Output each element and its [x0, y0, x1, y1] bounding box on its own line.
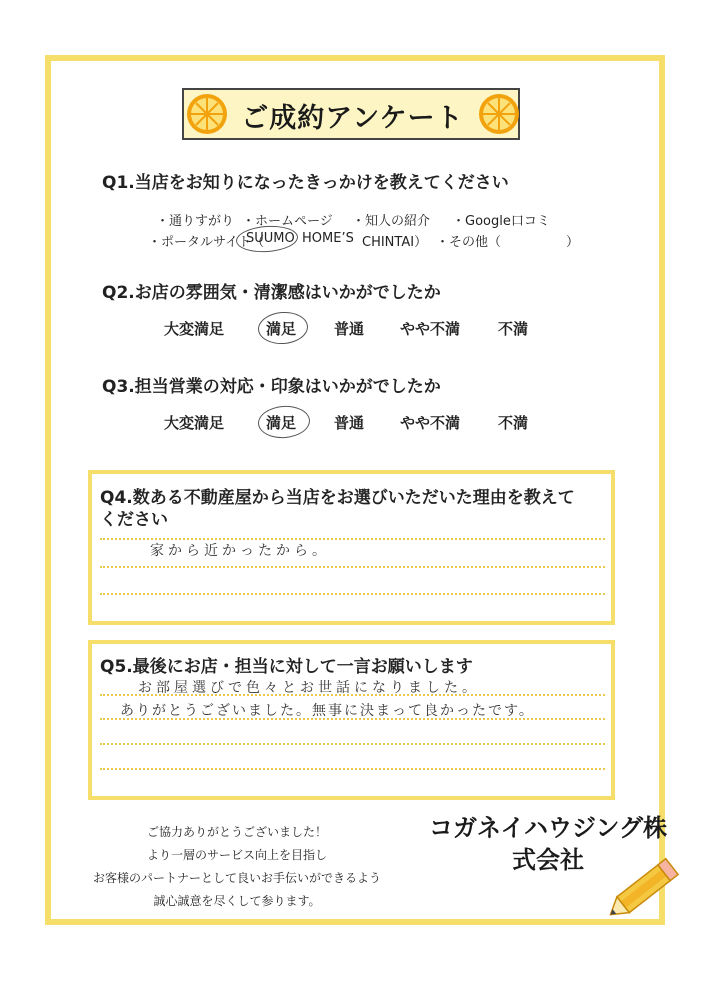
q4-handwritten-answer[interactable]: 家から近かったから。 [150, 543, 330, 559]
q3-rating-very-satisfied[interactable]: 大変満足 [164, 414, 225, 432]
q3-rating-neutral[interactable]: 普通 [334, 414, 365, 432]
q1-option-portal[interactable]: ・ポータルサイト（ [148, 235, 265, 250]
q2-heading: Q2.お店の雰囲気・清潔感はいかがでしたか [102, 283, 441, 303]
q2-rating-neutral[interactable]: 普通 [334, 320, 365, 338]
answer-line [100, 743, 605, 745]
page-title: ご成約アンケート [241, 103, 464, 134]
answer-line [100, 593, 605, 595]
q3-heading: Q3.担当営業の対応・印象はいかがでしたか [102, 377, 441, 397]
q1-option-suumo[interactable]: SUUMO [246, 231, 295, 246]
answer-line [100, 566, 605, 568]
q4-heading-line2: ください [100, 510, 168, 530]
q4-heading: Q4.数ある不動産屋から当店をお選びいただいた理由を教えて [100, 488, 575, 508]
q3-rating-dissatisfied[interactable]: 不満 [498, 414, 529, 432]
q1-option-homes[interactable]: HOME’S [302, 231, 354, 246]
answer-line [100, 718, 605, 720]
q1-option-other[interactable]: ・その他（ ） [436, 235, 580, 250]
footer-line-3: お客様のパートナーとして良いお手伝いができるよう [92, 871, 381, 885]
answer-line [100, 694, 605, 696]
orange-slice-icon [478, 93, 520, 135]
q1-option-google-review[interactable]: ・Google口コミ [452, 214, 550, 229]
q1-option-chintai[interactable]: CHINTAI） [362, 235, 428, 250]
q2-rating-satisfied[interactable]: 満足 [266, 320, 297, 338]
footer-line-2: より一層のサービス向上を目指し [146, 848, 327, 862]
company-name-line1: コガネイハウジング株 [429, 814, 667, 842]
q3-rating-somewhat-dissatisfied[interactable]: やや不満 [400, 414, 461, 432]
q5-heading: Q5.最後にお店・担当に対して一言お願いします [100, 657, 473, 677]
q2-rating-somewhat-dissatisfied[interactable]: やや不満 [400, 320, 461, 338]
q5-handwritten-line1[interactable]: お部屋選びで色々とお世話になりました。 [138, 680, 480, 696]
pencil-icon [600, 852, 685, 927]
q2-rating-very-satisfied[interactable]: 大変満足 [164, 320, 225, 338]
q1-option-passing[interactable]: ・通りすがり [156, 214, 235, 229]
q5-handwritten-line2[interactable]: ありがとうございました。無事に決まって良かったです。 [120, 703, 535, 719]
answer-line [100, 768, 605, 770]
orange-slice-icon [186, 93, 228, 135]
company-name-line2: 式会社 [512, 846, 584, 874]
footer-line-4: 誠心誠意を尽くして参ります。 [153, 894, 321, 908]
q1-heading: Q1.当店をお知りになったきっかけを教えてください [102, 173, 509, 193]
q3-rating-satisfied[interactable]: 満足 [266, 414, 297, 432]
q1-option-referral[interactable]: ・知人の紹介 [352, 214, 431, 229]
footer-thanks: ご協力ありがとうございました！ [146, 825, 327, 839]
q2-rating-dissatisfied[interactable]: 不満 [498, 320, 529, 338]
q1-option-homepage[interactable]: ・ホームページ [242, 214, 333, 229]
